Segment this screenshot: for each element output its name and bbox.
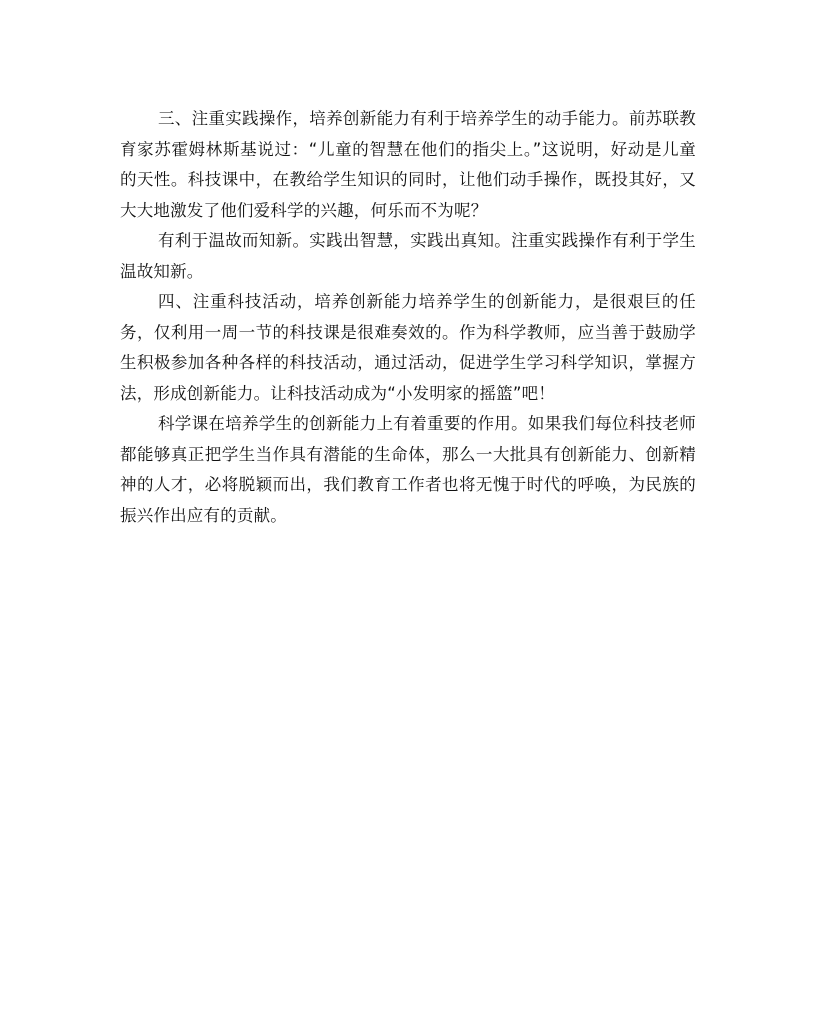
- document-body: [120, 104, 696, 531]
- paragraph-review-knowledge: 有利于温故而知新。实践出智慧，实践出真知。注重实践操作有利于学生温故知新。: [120, 231, 696, 281]
- paragraph-conclusion: 科学课在培养学生的创新能力上有着重要的作用。如果我们每位科技老师都能够真正把学生当作具有潜能的生命体，那么一大批具有创新能力、创新精神的人才，必将脱颖而出，我们教育工作者也将无愧于时代的呼唤，为民族的振兴作出应有的贡献。: [120, 414, 696, 525]
- paragraph-practice-operation: 三、注重实践操作，培养创新能力有利于培养学生的动手能力。前苏联教育家苏霍姆林斯基说过：“儿童的智慧在他们的指尖上。”这说明，好动是儿童的天性。科技课中，在教给学生知识的同时，让他们动手操作，既投其好，又大大地激发了他们爱科学的兴趣，何乐而不为呢？: [120, 109, 696, 220]
- paragraph-science-activities: 四、注重科技活动，培养创新能力培养学生的创新能力，是很艰巨的任务，仅利用一周一节的科技课是很难奏效的。作为科学教师，应当善于鼓励学生积极参加各种各样的科技活动，通过活动，促进学生学习科学知识，掌握方法，形成创新能力。让科技活动成为“小发明家的摇篮”吧！: [120, 292, 696, 403]
